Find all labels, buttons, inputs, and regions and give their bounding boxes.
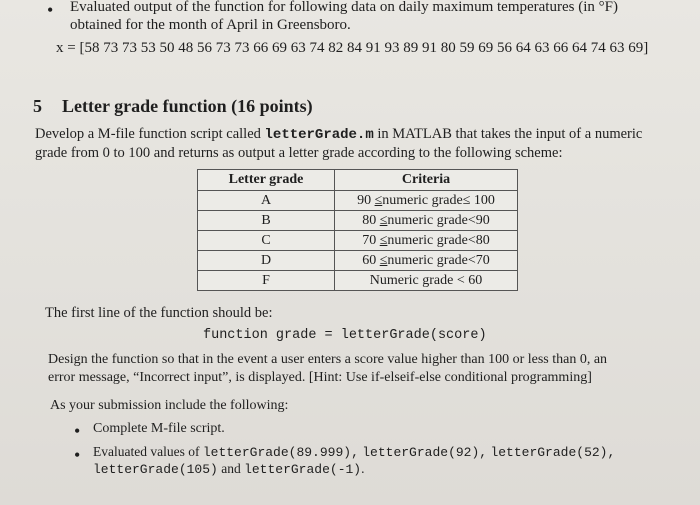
table-row — [198, 191, 518, 211]
criteria-cell: 80 ≤numeric grade<90 — [335, 211, 518, 231]
grade-cell: A — [198, 191, 335, 211]
table-header-row — [198, 170, 518, 191]
code-call: letterGrade(105) — [93, 462, 218, 477]
section-number: 5 — [33, 96, 42, 116]
grade-table — [197, 169, 518, 291]
criteria-cell: 90 ≤numeric grade≤ 100 — [335, 191, 518, 211]
design-line2: error message, “Incorrect input”, is displayed. [Hint: Use if-elseif-else conditional programming] — [48, 370, 592, 385]
description-line2: grade from 0 to 100 and returns as output a letter grade according to the following scheme: — [35, 145, 563, 161]
criteria-cell: 70 ≤numeric grade<80 — [335, 231, 518, 251]
function-signature-code: function grade = letterGrade(score) — [203, 328, 487, 343]
code-call: letterGrade(52), — [490, 445, 616, 460]
code-call: letterGrade(89.999), — [202, 445, 359, 460]
design-line1: Design the function so that in the event a user enters a score value higher than 100 or less than 0, an — [48, 352, 608, 367]
criteria-cell: 60 ≤numeric grade<70 — [335, 251, 518, 271]
filename-code: letterGrade.m — [264, 127, 374, 143]
grade-cell: C — [198, 231, 335, 251]
code-call: letterGrade(92), — [362, 445, 488, 460]
grade-cell: B — [198, 211, 335, 231]
first-line-label: The first line of the function should be: — [45, 305, 273, 321]
grade-cell: F — [198, 271, 335, 291]
bullet-icon: • — [74, 421, 81, 441]
data-vector: x = [58 73 73 53 50 48 56 73 73 66 69 63 74 82 84 91 93 89 91 80 59 69 56 64 63 66 64 74 63 69] — [56, 40, 649, 56]
code-call: letterGrade(-1) — [244, 462, 362, 477]
submission-item-values-line1: Evaluated values of letterGrade(89.999), letterGrade(92), letterGrade(52), — [93, 444, 616, 460]
intro-text-line2: obtained for the month of April in Greensboro. — [70, 17, 351, 33]
intro-text-line1: Evaluated output of the function for following data on daily maximum temperatures (in °F) — [70, 0, 618, 15]
grade-cell: D — [198, 251, 335, 271]
table-row — [198, 211, 518, 231]
submission-item-values-line2: letterGrade(105) and letterGrade(-1). — [93, 461, 365, 477]
table-row — [198, 231, 518, 251]
submission-label: As your submission include the following: — [50, 398, 289, 413]
section-title: Letter grade function (16 points) — [62, 96, 313, 116]
description-text: Develop a M-file function script called — [35, 126, 265, 142]
column-header-letter-grade: Letter grade — [198, 170, 335, 191]
description-line1 — [35, 126, 642, 143]
bullet-icon: • — [74, 445, 81, 465]
criteria-cell: Numeric grade < 60 — [335, 271, 518, 291]
column-header-criteria: Criteria — [335, 170, 518, 191]
table-row — [198, 251, 518, 271]
submission-item-script: Complete M-file script. — [93, 421, 225, 436]
bullet-icon: • — [47, 0, 54, 20]
description-text: in MATLAB that takes the input of a numeric — [373, 126, 643, 142]
table-row — [198, 271, 518, 291]
